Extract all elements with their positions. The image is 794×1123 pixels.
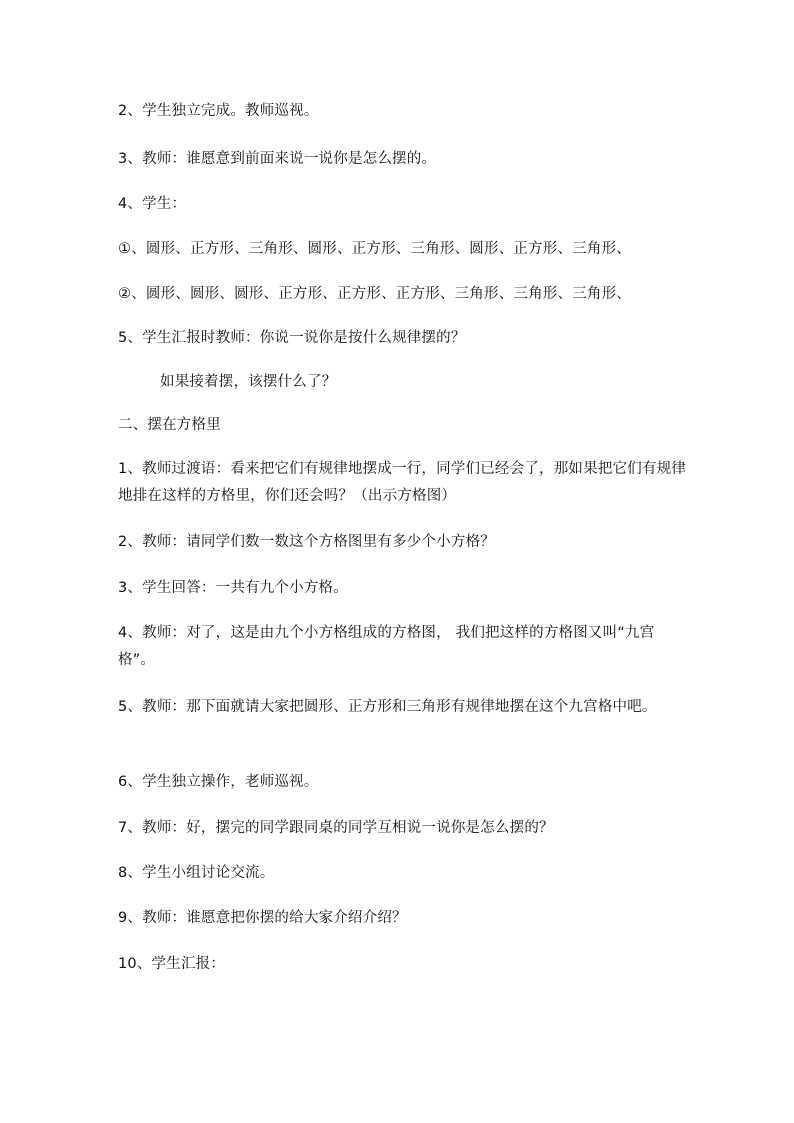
grid-step-4-nine-grid: 4、教师：对了，这是由九个小方格组成的方格图， 我们把这样的方格图又叫“九宫格”。: [118, 625, 655, 668]
grid-step-1-transition: 1、教师过渡语：看来把它们有规律地摆成一行，同学们已经会了，那如果把它们有规律地排在这样的方格里，你们还会吗？（出示方格图）: [118, 461, 687, 504]
grid-step-2-count: 2、教师：请同学们数一数这个方格图里有多少个小方格？: [118, 534, 495, 550]
grid-step-3-answer: 3、学生回答：一共有九个小方格。: [118, 580, 348, 596]
step-5-report-question: 5、学生汇报时教师：你说一说你是按什么规律摆的？: [118, 330, 466, 346]
step-3-teacher-question: 3、教师：谁愿意到前面来说一说你是怎么摆的。: [118, 151, 437, 167]
pattern-one-line: ①、圆形、正方形、三角形、圆形、正方形、三角形、圆形、正方形、三角形、: [118, 241, 631, 257]
step-4-student-label: 4、学生：: [118, 196, 187, 212]
grid-step-5-place-shapes: 5、教师：那下面就请大家把圆形、正方形和三角形有规律地摆在这个九宫格中吧。: [118, 699, 657, 715]
pattern-two-line: ②、圆形、圆形、圆形、正方形、正方形、正方形、三角形、三角形、三角形、: [118, 286, 631, 302]
grid-step-8-discuss: 8、学生小组讨论交流。: [118, 865, 275, 881]
next-shape-question: 如果接着摆，该摆什么了？: [160, 374, 337, 390]
grid-step-6-operate: 6、学生独立操作，老师巡视。: [118, 774, 319, 790]
grid-step-10-report: 10、学生汇报：: [118, 956, 226, 972]
grid-step-7-share: 7、教师：好，摆完的同学跟同桌的同学互相说一说你是怎么摆的？: [118, 820, 554, 836]
grid-step-9-introduce: 9、教师：谁愿意把你摆的给大家介绍介绍？: [118, 910, 407, 926]
step-2-independent-work: 2、学生独立完成。教师巡视。: [118, 103, 319, 119]
section-heading-grid: 二、摆在方格里: [118, 417, 221, 433]
